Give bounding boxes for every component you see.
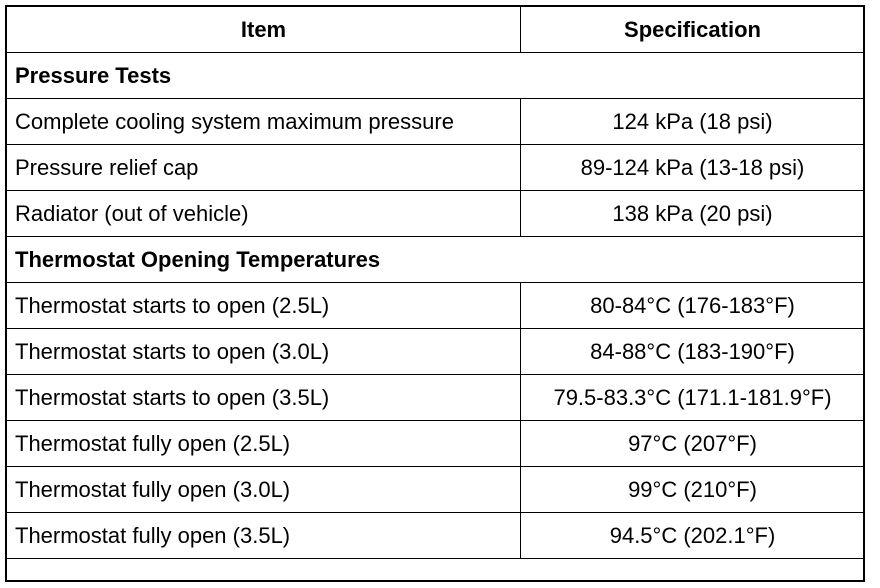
table-row [7, 283, 865, 329]
column-header-item: Item [7, 7, 521, 53]
table-header [7, 7, 865, 53]
table-body [7, 53, 865, 559]
table-row [7, 467, 865, 513]
item-cell: Thermostat fully open (3.0L) [7, 467, 521, 513]
spec-cell: 89-124 kPa (13-18 psi) [521, 145, 865, 191]
item-cell: Thermostat fully open (2.5L) [7, 421, 521, 467]
table-row [7, 191, 865, 237]
section-row-thermostat-opening-temperatures [7, 237, 865, 283]
item-cell: Pressure relief cap [7, 145, 521, 191]
column-header-specification: Specification [521, 7, 865, 53]
specification-table [6, 6, 865, 559]
spec-cell: 79.5-83.3°C (171.1-181.9°F) [521, 375, 865, 421]
spec-cell: 99°C (210°F) [521, 467, 865, 513]
item-cell: Thermostat starts to open (3.5L) [7, 375, 521, 421]
header-row [7, 7, 865, 53]
table-row [7, 513, 865, 559]
item-cell: Thermostat fully open (3.5L) [7, 513, 521, 559]
item-cell: Complete cooling system maximum pressure [7, 99, 521, 145]
table-row [7, 329, 865, 375]
table-row [7, 145, 865, 191]
table-row [7, 99, 865, 145]
item-cell: Radiator (out of vehicle) [7, 191, 521, 237]
item-cell: Thermostat starts to open (3.0L) [7, 329, 521, 375]
spec-cell: 124 kPa (18 psi) [521, 99, 865, 145]
spec-cell: 138 kPa (20 psi) [521, 191, 865, 237]
table-row [7, 375, 865, 421]
item-cell: Thermostat starts to open (2.5L) [7, 283, 521, 329]
spec-cell: 80-84°C (176-183°F) [521, 283, 865, 329]
table-row [7, 421, 865, 467]
section-title: Thermostat Opening Temperatures [7, 237, 865, 283]
section-row-pressure-tests [7, 53, 865, 99]
spec-cell: 97°C (207°F) [521, 421, 865, 467]
spec-cell: 94.5°C (202.1°F) [521, 513, 865, 559]
section-title: Pressure Tests [7, 53, 865, 99]
spec-cell: 84-88°C (183-190°F) [521, 329, 865, 375]
